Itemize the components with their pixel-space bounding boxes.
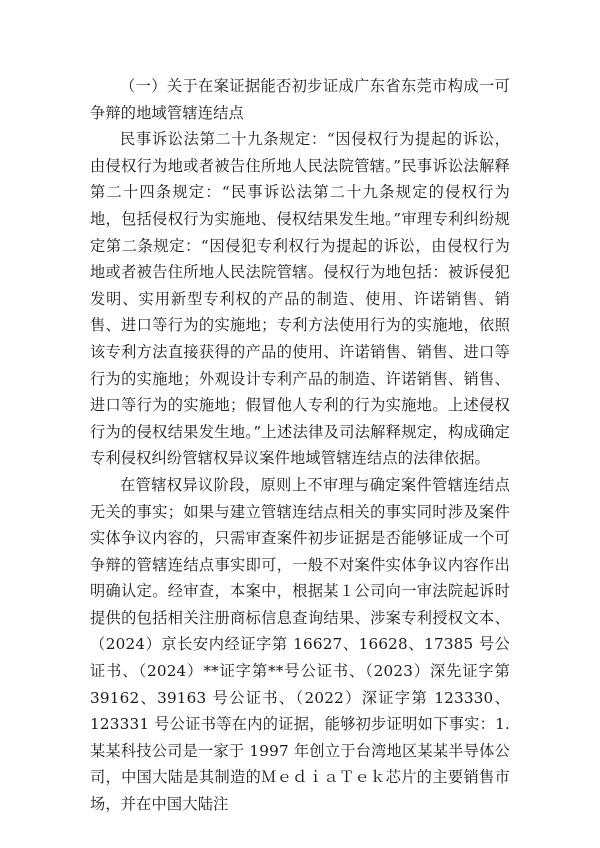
document-body [90, 73, 510, 818]
paragraph-legal-basis: 民事诉讼法第二十九条规定：“因侵权行为提起的诉讼，由侵权行为地或者被告住所地人民法院管辖。”民事诉讼法解释第二十四条规定：“民事诉讼法第二十九条规定的侵权行为地，包括侵权行为实施地、侵权结果发生地。”审理专利纠纷规定第二条规定：“因侵犯专利权行为提起的诉讼，由侵权行为地或者被告住所地人民法院管辖。侵权行为地包括：被诉侵犯发明、实用新型专利权的产品的制造、使用、许诺销售、销售、进口等行为的实施地；专利方法使用行为的实施地，依照该专利方法直接获得的产品的使用、许诺销售、销售、进口等行为的实施地；外观设计专利产品的制造、许诺销售、销售、进口等行为的实施地；假冒他人专利的行为实施地。上述侵权行为的侵权结果发生地。”上述法律及司法解释规定，构成确定专利侵权纠纷管辖权异议案件地域管辖连结点的法律依据。 [90, 130, 510, 468]
paragraph-review-findings: 在管辖权异议阶段，原则上不审理与确定案件管辖连结点无关的事实；如果与建立管辖连结点相关的事实同时涉及案件实体争议内容的，只需审查案件初步证据是否能够证成一个可争辩的管辖连结点事实即可，一般不对案件实体争议内容作出明确认定。经审查，本案中，根据某１公司向一审法院起诉时提供的包括相关注册商标信息查询结果、涉案专利授权文本、（2024）京长安内经证字第 16627、16628、17385 号公证书、（2024）**证字第**号公证书、（2023）深先证字第 39162、39163 号公证书、（2022）深证字第 123330、123331 号公证书等在内的证据，能够初步证明如下事实：1.某某科技公司是一家于 1997 年创立于台湾地区某某半导体公司，中国大陆是其制造的ＭｅｄｉａＴｅｋ芯片的主要销售市场，并在中国大陆注 [90, 475, 510, 814]
section-heading: （一）关于在案证据能否初步证成广东省东莞市构成一可争辩的地域管辖连结点 [90, 77, 510, 122]
